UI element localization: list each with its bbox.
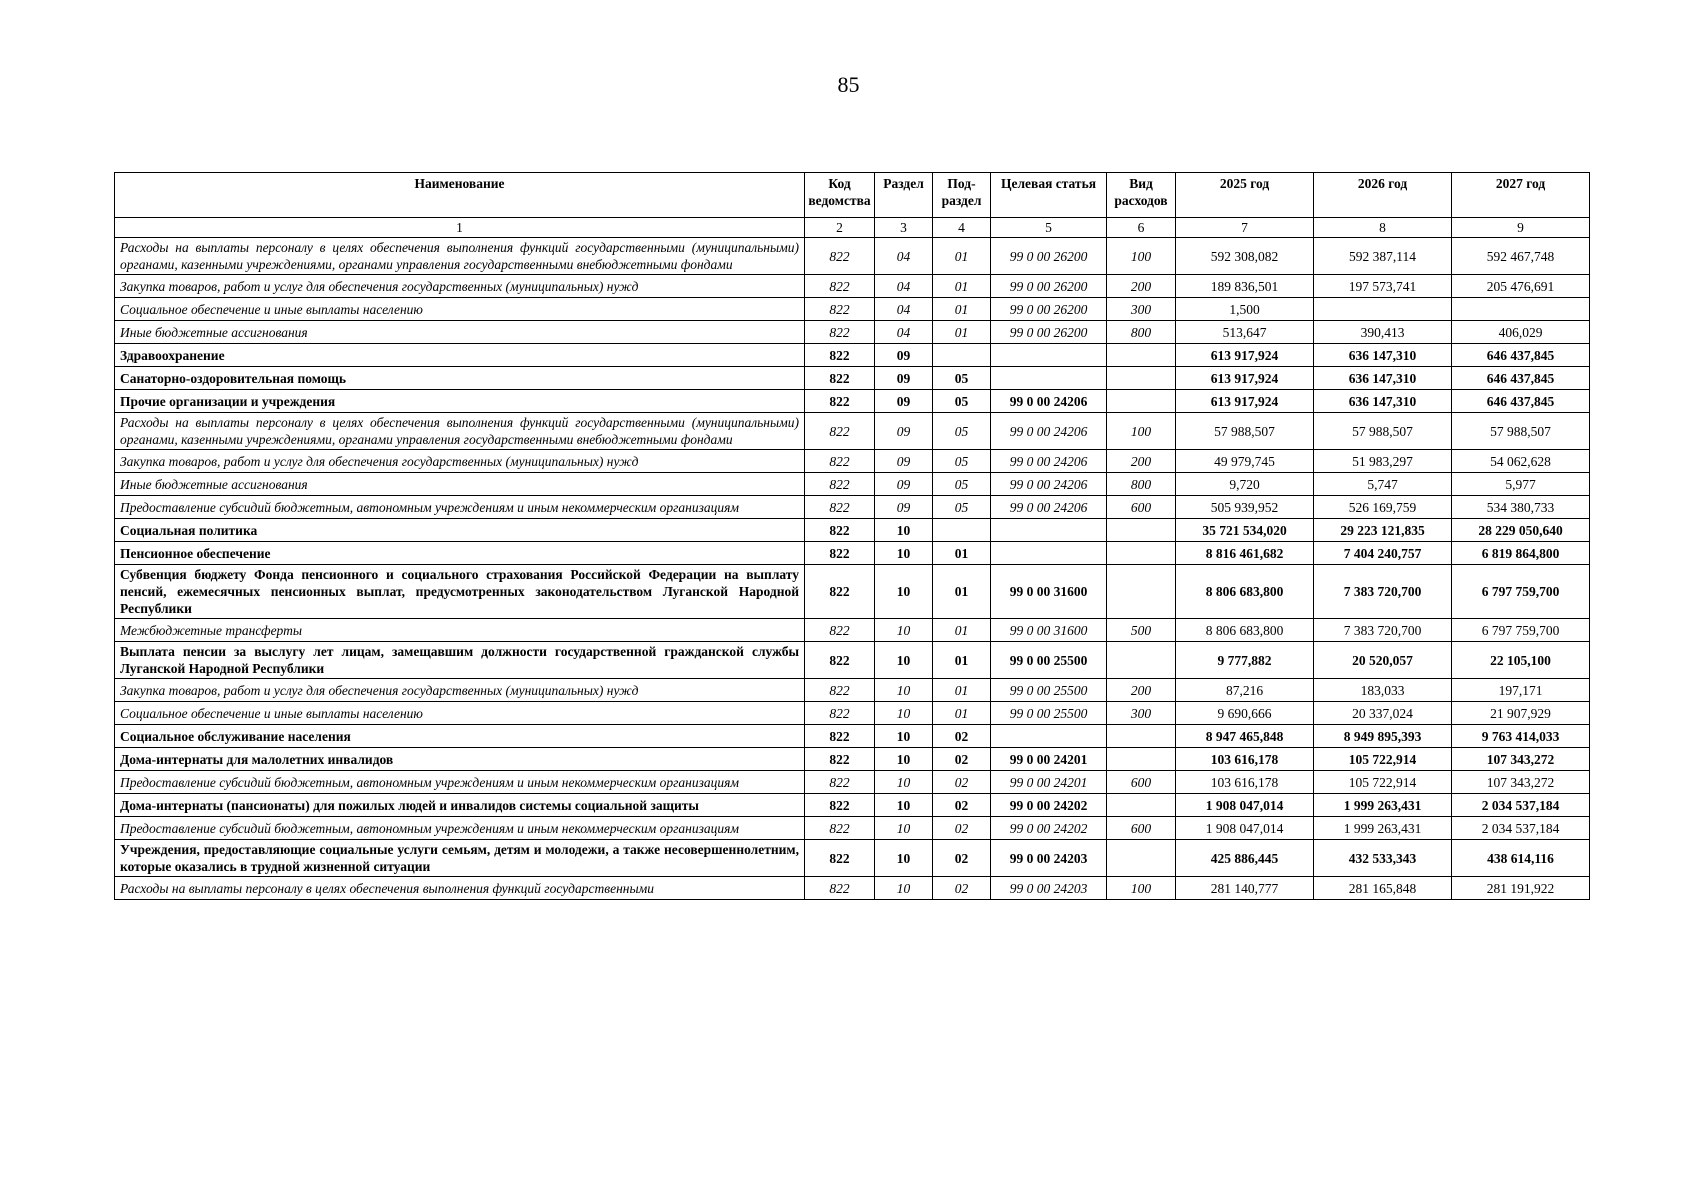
row-amount-2027: 107 343,272: [1452, 748, 1590, 771]
row-amount-2027: 646 437,845: [1452, 344, 1590, 367]
column-number: 5: [991, 218, 1107, 238]
row-amount-2025: 49 979,745: [1176, 450, 1314, 473]
row-amount-2025: 103 616,178: [1176, 748, 1314, 771]
row-amount-2026: 7 383 720,700: [1314, 619, 1452, 642]
row-name: Закупка товаров, работ и услуг для обеспечения государственных (муниципальных) нужд: [115, 450, 805, 473]
row-section: 10: [875, 679, 933, 702]
row-section: 04: [875, 298, 933, 321]
row-section: 10: [875, 771, 933, 794]
table-row: [115, 344, 1590, 367]
table-row: [115, 642, 1590, 679]
row-amount-2027: 646 437,845: [1452, 390, 1590, 413]
row-amount-2025: 613 917,924: [1176, 390, 1314, 413]
row-name: Социальное обеспечение и иные выплаты населению: [115, 298, 805, 321]
column-header: Наименование: [115, 173, 805, 218]
table-row: [115, 413, 1590, 450]
row-name: Субвенция бюджету Фонда пенсионного и социального страхования Российской Федерации на выплату пенсий, ежемесячных пенсионных выплат, предусмотренных законодательством Луганской Народной Республики: [115, 565, 805, 619]
row-department-code: 822: [805, 642, 875, 679]
page-number: 85: [837, 72, 860, 97]
row-department-code: 822: [805, 367, 875, 390]
row-subsection: 01: [933, 565, 991, 619]
row-target-item: [991, 542, 1107, 565]
row-subsection: 02: [933, 877, 991, 900]
row-subsection: 02: [933, 748, 991, 771]
row-target-item: 99 0 00 24201: [991, 771, 1107, 794]
row-subsection: 01: [933, 298, 991, 321]
row-subsection: 01: [933, 238, 991, 275]
row-target-item: 99 0 00 26200: [991, 321, 1107, 344]
row-subsection: [933, 519, 991, 542]
row-target-item: 99 0 00 24206: [991, 413, 1107, 450]
row-amount-2026: 51 983,297: [1314, 450, 1452, 473]
column-header: 2026 год: [1314, 173, 1452, 218]
row-section: 10: [875, 619, 933, 642]
row-target-item: 99 0 00 25500: [991, 679, 1107, 702]
row-expense-type: [1107, 519, 1176, 542]
header-row: [115, 173, 1590, 218]
row-subsection: 01: [933, 642, 991, 679]
row-subsection: 02: [933, 725, 991, 748]
table-row: [115, 725, 1590, 748]
row-expense-type: 200: [1107, 679, 1176, 702]
row-amount-2026: 57 988,507: [1314, 413, 1452, 450]
row-section: 10: [875, 840, 933, 877]
row-target-item: 99 0 00 24202: [991, 817, 1107, 840]
column-number: 3: [875, 218, 933, 238]
row-section: 09: [875, 473, 933, 496]
row-amount-2027: 2 034 537,184: [1452, 794, 1590, 817]
row-amount-2025: 613 917,924: [1176, 344, 1314, 367]
row-section: 10: [875, 794, 933, 817]
row-amount-2025: 8 816 461,682: [1176, 542, 1314, 565]
row-expense-type: [1107, 344, 1176, 367]
row-subsection: 01: [933, 542, 991, 565]
row-amount-2027: 5,977: [1452, 473, 1590, 496]
row-amount-2027: 57 988,507: [1452, 413, 1590, 450]
row-amount-2025: 281 140,777: [1176, 877, 1314, 900]
row-amount-2027: 205 476,691: [1452, 275, 1590, 298]
table-row: [115, 771, 1590, 794]
column-number: 8: [1314, 218, 1452, 238]
row-subsection: 01: [933, 321, 991, 344]
row-expense-type: 800: [1107, 473, 1176, 496]
table-row: [115, 473, 1590, 496]
row-name: Расходы на выплаты персоналу в целях обеспечения выполнения функций государственными (муниципальными) органами, казенными учреждениями, органами управления государственными внебюджетными фондами: [115, 238, 805, 275]
row-expense-type: 600: [1107, 817, 1176, 840]
column-header: 2025 год: [1176, 173, 1314, 218]
row-department-code: 822: [805, 619, 875, 642]
row-target-item: [991, 367, 1107, 390]
row-section: 09: [875, 450, 933, 473]
row-amount-2027: 534 380,733: [1452, 496, 1590, 519]
row-target-item: 99 0 00 24201: [991, 748, 1107, 771]
row-amount-2025: 189 836,501: [1176, 275, 1314, 298]
row-amount-2027: 6 797 759,700: [1452, 565, 1590, 619]
row-amount-2026: 636 147,310: [1314, 390, 1452, 413]
row-amount-2025: 613 917,924: [1176, 367, 1314, 390]
row-target-item: [991, 519, 1107, 542]
row-expense-type: 100: [1107, 877, 1176, 900]
row-department-code: 822: [805, 771, 875, 794]
table-row: [115, 817, 1590, 840]
row-amount-2026: 183,033: [1314, 679, 1452, 702]
row-name: Закупка товаров, работ и услуг для обеспечения государственных (муниципальных) нужд: [115, 275, 805, 298]
row-name: Дома-интернаты для малолетних инвалидов: [115, 748, 805, 771]
row-amount-2025: 9 690,666: [1176, 702, 1314, 725]
row-section: 09: [875, 390, 933, 413]
row-expense-type: 200: [1107, 275, 1176, 298]
row-section: 10: [875, 642, 933, 679]
row-target-item: 99 0 00 26200: [991, 275, 1107, 298]
row-name: Закупка товаров, работ и услуг для обеспечения государственных (муниципальных) нужд: [115, 679, 805, 702]
table-row: [115, 275, 1590, 298]
column-number: 2: [805, 218, 875, 238]
row-subsection: 01: [933, 619, 991, 642]
row-amount-2025: 9,720: [1176, 473, 1314, 496]
row-expense-type: [1107, 542, 1176, 565]
row-section: 10: [875, 877, 933, 900]
row-name: Предоставление субсидий бюджетным, автономным учреждениям и иным некоммерческим организациям: [115, 496, 805, 519]
row-amount-2026: 636 147,310: [1314, 344, 1452, 367]
row-expense-type: 100: [1107, 413, 1176, 450]
row-department-code: 822: [805, 794, 875, 817]
row-name: Иные бюджетные ассигнования: [115, 473, 805, 496]
row-department-code: 822: [805, 725, 875, 748]
row-section: 04: [875, 321, 933, 344]
table-row: [115, 542, 1590, 565]
row-amount-2027: [1452, 298, 1590, 321]
row-department-code: 822: [805, 519, 875, 542]
row-subsection: 05: [933, 450, 991, 473]
row-amount-2026: 197 573,741: [1314, 275, 1452, 298]
table-row: [115, 619, 1590, 642]
row-amount-2026: 281 165,848: [1314, 877, 1452, 900]
row-amount-2025: 1 908 047,014: [1176, 794, 1314, 817]
row-amount-2026: 592 387,114: [1314, 238, 1452, 275]
row-target-item: [991, 725, 1107, 748]
row-amount-2027: 438 614,116: [1452, 840, 1590, 877]
row-department-code: 822: [805, 321, 875, 344]
row-department-code: 822: [805, 275, 875, 298]
row-expense-type: [1107, 367, 1176, 390]
row-name: Расходы на выплаты персоналу в целях обеспечения выполнения функций государственными (муниципальными) органами, казенными учреждениями, органами управления государственными внебюджетными фондами: [115, 413, 805, 450]
row-name: Пенсионное обеспечение: [115, 542, 805, 565]
row-department-code: 822: [805, 702, 875, 725]
row-section: 10: [875, 565, 933, 619]
row-expense-type: 100: [1107, 238, 1176, 275]
row-subsection: 02: [933, 840, 991, 877]
row-target-item: 99 0 00 25500: [991, 702, 1107, 725]
table-row: [115, 450, 1590, 473]
row-section: 09: [875, 413, 933, 450]
row-subsection: 02: [933, 817, 991, 840]
table-row: [115, 794, 1590, 817]
row-section: 09: [875, 344, 933, 367]
row-amount-2025: 1,500: [1176, 298, 1314, 321]
row-name: Социальное обслуживание населения: [115, 725, 805, 748]
row-expense-type: 600: [1107, 771, 1176, 794]
column-number: 1: [115, 218, 805, 238]
row-subsection: [933, 344, 991, 367]
row-amount-2027: 197,171: [1452, 679, 1590, 702]
row-expense-type: [1107, 725, 1176, 748]
row-amount-2026: 526 169,759: [1314, 496, 1452, 519]
row-expense-type: [1107, 840, 1176, 877]
row-amount-2026: 5,747: [1314, 473, 1452, 496]
column-header: Под-раздел: [933, 173, 991, 218]
row-amount-2026: 29 223 121,835: [1314, 519, 1452, 542]
column-header: 2027 год: [1452, 173, 1590, 218]
table-row: [115, 748, 1590, 771]
column-number: 6: [1107, 218, 1176, 238]
row-department-code: 822: [805, 748, 875, 771]
table-row: [115, 298, 1590, 321]
row-amount-2027: 2 034 537,184: [1452, 817, 1590, 840]
row-department-code: 822: [805, 413, 875, 450]
row-amount-2026: 20 337,024: [1314, 702, 1452, 725]
row-expense-type: 200: [1107, 450, 1176, 473]
row-amount-2027: 592 467,748: [1452, 238, 1590, 275]
row-subsection: 01: [933, 702, 991, 725]
row-target-item: 99 0 00 24203: [991, 877, 1107, 900]
row-amount-2026: 7 404 240,757: [1314, 542, 1452, 565]
row-subsection: 05: [933, 367, 991, 390]
row-subsection: 05: [933, 390, 991, 413]
row-name: Здравоохранение: [115, 344, 805, 367]
row-name: Иные бюджетные ассигнования: [115, 321, 805, 344]
row-amount-2025: 8 947 465,848: [1176, 725, 1314, 748]
table-row: [115, 390, 1590, 413]
row-expense-type: [1107, 794, 1176, 817]
row-amount-2026: [1314, 298, 1452, 321]
row-amount-2026: 432 533,343: [1314, 840, 1452, 877]
row-department-code: 822: [805, 238, 875, 275]
row-name: Учреждения, предоставляющие социальные услуги семьям, детям и молодежи, а также несовершеннолетним, которые оказались в трудной жизненной ситуации: [115, 840, 805, 877]
row-amount-2027: 281 191,922: [1452, 877, 1590, 900]
row-expense-type: 300: [1107, 702, 1176, 725]
row-amount-2025: 513,647: [1176, 321, 1314, 344]
row-target-item: 99 0 00 25500: [991, 642, 1107, 679]
row-section: 04: [875, 275, 933, 298]
row-name: Предоставление субсидий бюджетным, автономным учреждениям и иным некоммерческим организациям: [115, 817, 805, 840]
row-amount-2025: 9 777,882: [1176, 642, 1314, 679]
row-subsection: 01: [933, 679, 991, 702]
row-amount-2025: 592 308,082: [1176, 238, 1314, 275]
row-amount-2025: 87,216: [1176, 679, 1314, 702]
row-amount-2027: 646 437,845: [1452, 367, 1590, 390]
row-section: 10: [875, 542, 933, 565]
row-name: Межбюджетные трансферты: [115, 619, 805, 642]
row-department-code: 822: [805, 390, 875, 413]
row-amount-2025: 425 886,445: [1176, 840, 1314, 877]
row-target-item: 99 0 00 31600: [991, 619, 1107, 642]
table-row: [115, 565, 1590, 619]
budget-table: [114, 172, 1590, 900]
row-amount-2026: 390,413: [1314, 321, 1452, 344]
row-name: Выплата пенсии за выслугу лет лицам, замещавшим должности государственной гражданской службы Луганской Народной Республики: [115, 642, 805, 679]
table-row: [115, 496, 1590, 519]
row-name: Расходы на выплаты персоналу в целях обеспечения выполнения функций государственными: [115, 877, 805, 900]
row-subsection: 05: [933, 496, 991, 519]
table-row: [115, 679, 1590, 702]
row-expense-type: 500: [1107, 619, 1176, 642]
row-name: Предоставление субсидий бюджетным, автономным учреждениям и иным некоммерческим организациям: [115, 771, 805, 794]
row-target-item: 99 0 00 31600: [991, 565, 1107, 619]
table-row: [115, 321, 1590, 344]
row-subsection: 05: [933, 473, 991, 496]
row-amount-2027: 22 105,100: [1452, 642, 1590, 679]
row-subsection: 02: [933, 771, 991, 794]
row-target-item: 99 0 00 26200: [991, 298, 1107, 321]
column-header: Раздел: [875, 173, 933, 218]
row-target-item: 99 0 00 24206: [991, 473, 1107, 496]
row-amount-2026: 7 383 720,700: [1314, 565, 1452, 619]
row-amount-2026: 20 520,057: [1314, 642, 1452, 679]
row-name: Социальная политика: [115, 519, 805, 542]
column-number-row: [115, 218, 1590, 238]
table-row: [115, 238, 1590, 275]
row-amount-2027: 9 763 414,033: [1452, 725, 1590, 748]
column-number: 7: [1176, 218, 1314, 238]
column-header: Код ведомства: [805, 173, 875, 218]
row-department-code: 822: [805, 344, 875, 367]
table-row: [115, 877, 1590, 900]
row-section: 04: [875, 238, 933, 275]
row-name: Санаторно-оздоровительная помощь: [115, 367, 805, 390]
row-expense-type: [1107, 390, 1176, 413]
row-amount-2025: 1 908 047,014: [1176, 817, 1314, 840]
row-target-item: 99 0 00 24202: [991, 794, 1107, 817]
row-name: Прочие организации и учреждения: [115, 390, 805, 413]
table-row: [115, 367, 1590, 390]
row-amount-2025: 505 939,952: [1176, 496, 1314, 519]
column-number: 4: [933, 218, 991, 238]
table-row: [115, 702, 1590, 725]
table-row: [115, 519, 1590, 542]
row-amount-2025: 57 988,507: [1176, 413, 1314, 450]
row-section: 10: [875, 817, 933, 840]
column-header: Целевая статья: [991, 173, 1107, 218]
row-department-code: 822: [805, 679, 875, 702]
row-amount-2026: 8 949 895,393: [1314, 725, 1452, 748]
table-body: [115, 218, 1590, 900]
row-department-code: 822: [805, 565, 875, 619]
row-target-item: 99 0 00 24203: [991, 840, 1107, 877]
row-expense-type: [1107, 565, 1176, 619]
row-amount-2027: 28 229 050,640: [1452, 519, 1590, 542]
row-section: 10: [875, 725, 933, 748]
row-amount-2025: 35 721 534,020: [1176, 519, 1314, 542]
row-target-item: 99 0 00 24206: [991, 450, 1107, 473]
row-subsection: 01: [933, 275, 991, 298]
row-target-item: [991, 344, 1107, 367]
row-department-code: 822: [805, 298, 875, 321]
row-expense-type: 300: [1107, 298, 1176, 321]
table-row: [115, 840, 1590, 877]
row-expense-type: 800: [1107, 321, 1176, 344]
row-target-item: 99 0 00 24206: [991, 496, 1107, 519]
row-amount-2026: 105 722,914: [1314, 748, 1452, 771]
row-section: 09: [875, 496, 933, 519]
row-subsection: 02: [933, 794, 991, 817]
row-department-code: 822: [805, 877, 875, 900]
row-amount-2027: 107 343,272: [1452, 771, 1590, 794]
row-department-code: 822: [805, 473, 875, 496]
row-department-code: 822: [805, 817, 875, 840]
row-amount-2027: 6 819 864,800: [1452, 542, 1590, 565]
row-expense-type: [1107, 642, 1176, 679]
row-target-item: 99 0 00 24206: [991, 390, 1107, 413]
row-amount-2025: 8 806 683,800: [1176, 619, 1314, 642]
row-section: 09: [875, 367, 933, 390]
row-amount-2026: 1 999 263,431: [1314, 794, 1452, 817]
row-name: Социальное обеспечение и иные выплаты населению: [115, 702, 805, 725]
row-amount-2027: 54 062,628: [1452, 450, 1590, 473]
row-section: 10: [875, 519, 933, 542]
row-expense-type: [1107, 748, 1176, 771]
column-number: 9: [1452, 218, 1590, 238]
row-name: Дома-интернаты (пансионаты) для пожилых людей и инвалидов системы социальной защиты: [115, 794, 805, 817]
row-department-code: 822: [805, 840, 875, 877]
row-amount-2027: 21 907,929: [1452, 702, 1590, 725]
row-amount-2026: 636 147,310: [1314, 367, 1452, 390]
row-expense-type: 600: [1107, 496, 1176, 519]
row-department-code: 822: [805, 450, 875, 473]
row-section: 10: [875, 748, 933, 771]
row-section: 10: [875, 702, 933, 725]
column-header: Вид расходов: [1107, 173, 1176, 218]
table-header: [115, 173, 1590, 218]
row-amount-2027: 6 797 759,700: [1452, 619, 1590, 642]
row-amount-2026: 1 999 263,431: [1314, 817, 1452, 840]
row-amount-2025: 103 616,178: [1176, 771, 1314, 794]
row-amount-2025: 8 806 683,800: [1176, 565, 1314, 619]
row-target-item: 99 0 00 26200: [991, 238, 1107, 275]
row-department-code: 822: [805, 542, 875, 565]
row-subsection: 05: [933, 413, 991, 450]
row-department-code: 822: [805, 496, 875, 519]
row-amount-2026: 105 722,914: [1314, 771, 1452, 794]
row-amount-2027: 406,029: [1452, 321, 1590, 344]
